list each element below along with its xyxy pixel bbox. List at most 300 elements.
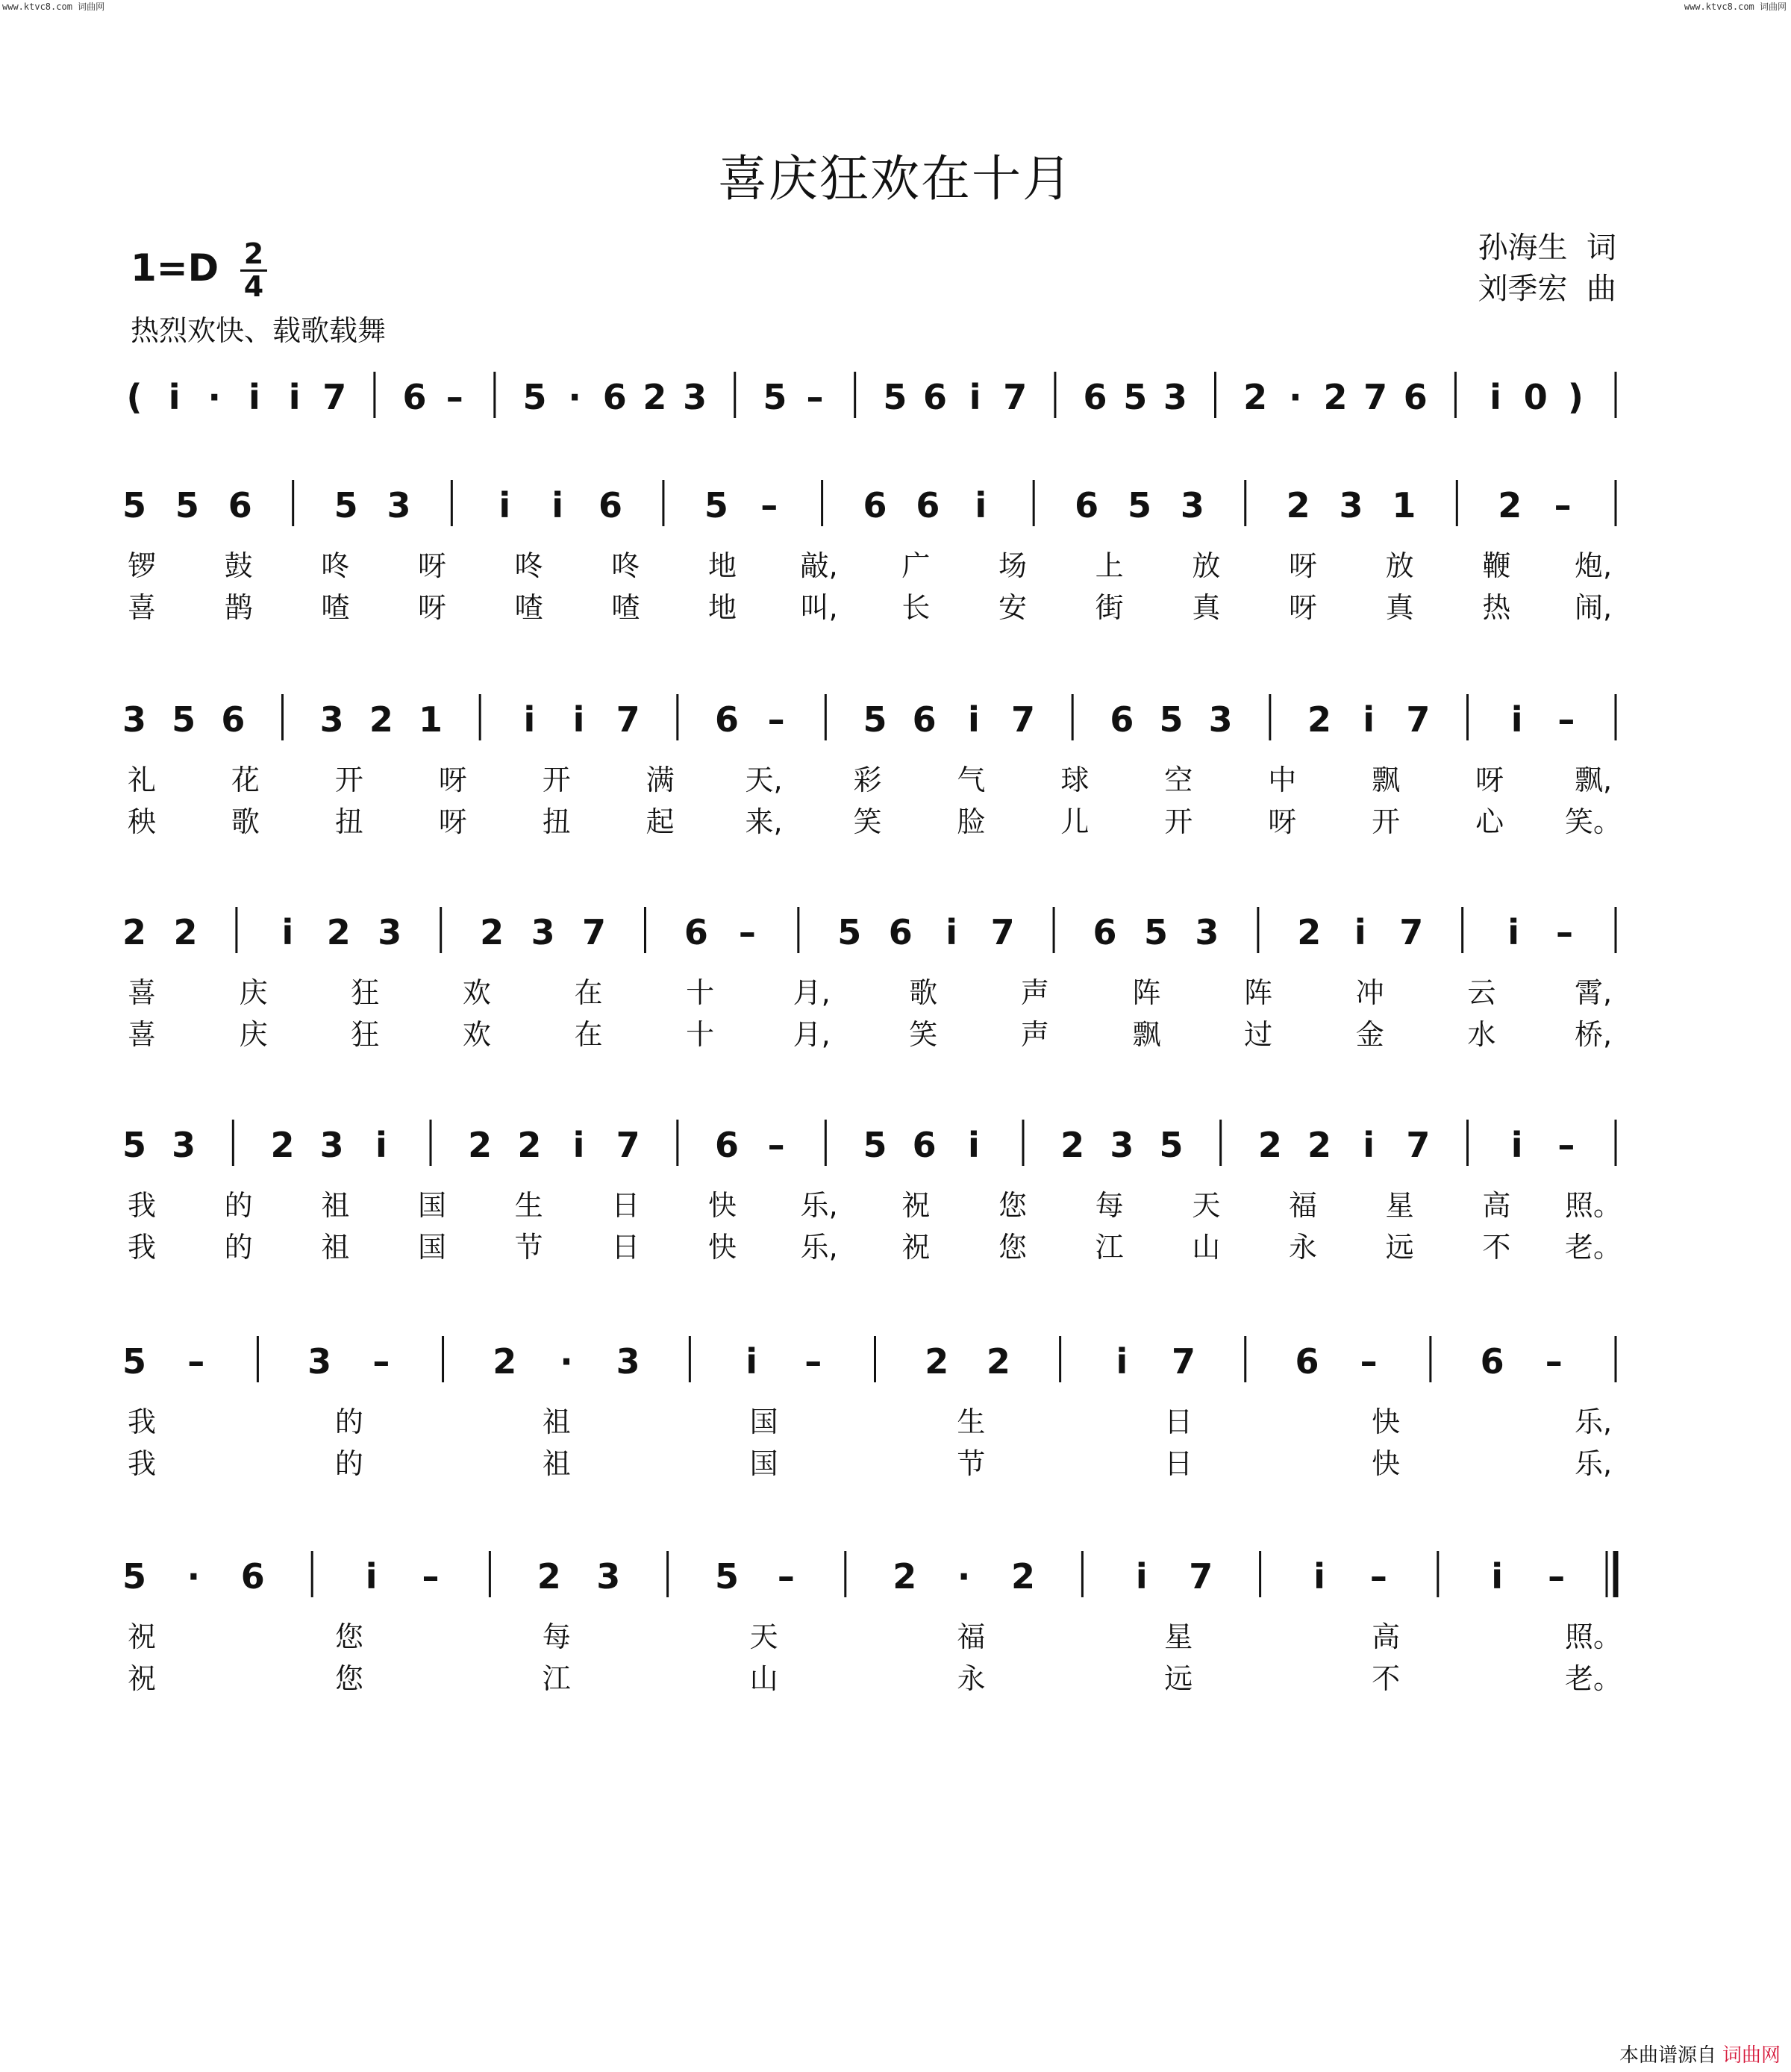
note-1-12: – [760,485,778,525]
lyric-1-1-8: 长 [901,591,931,624]
note-6-5: – [422,1556,440,1597]
lyric-1-0-1: 鼓 [224,549,253,582]
lyric-3-1-4: 在 [574,1018,603,1051]
note-3-7: 2 [480,912,504,952]
lyric-5-1-0: 我 [127,1447,157,1480]
lyric-3-1-7: 笑 [909,1018,938,1051]
note-1-18: 6 [1075,485,1099,525]
note-2-18: 7 [1010,699,1036,740]
lyric-1-1-3: 呀 [417,591,447,624]
note-0-3: i [249,377,260,417]
note-0-29: · [1289,377,1302,417]
lyric-1-0-4: 咚 [514,549,543,582]
lyric-3-1-12: 水 [1467,1018,1496,1051]
note-3-24: i [1354,912,1366,952]
note-2-12: 6 [714,699,740,740]
note-0-35: 0 [1523,377,1548,417]
lyric-4-0-5: 日 [611,1189,640,1222]
note-1-2: 6 [228,485,252,525]
lyric-2-1-2: 扭 [334,805,363,838]
note-3-1: 2 [173,912,198,952]
lyric-2-0-9: 球 [1060,764,1090,796]
lyric-5-1-2: 祖 [542,1447,571,1480]
note-0-1: i [168,377,181,417]
lyric-3-1-6: 月, [793,1018,831,1051]
lyric-2-0-0: 礼 [127,764,157,796]
lyric-1-1-9: 安 [998,591,1028,624]
note-0-25: 5 [1123,377,1148,417]
note-2-24: 2 [1307,699,1332,740]
lyric-6-1-4: 永 [957,1662,986,1695]
note-4-26: 7 [1406,1125,1431,1165]
note-6-0: 5 [122,1556,147,1597]
note-0-21: i [969,377,981,417]
note-6-10: 5 [714,1556,740,1597]
lyric-5-1-1: 的 [334,1447,363,1480]
lyric-2-1-8: 脸 [957,805,986,838]
lyric-1-0-11: 放 [1192,549,1221,582]
note-0-13: 2 [643,377,667,417]
note-0-19: 5 [883,377,907,417]
lyric-2-0-7: 彩 [853,764,882,796]
time-signature-top: 2 [243,237,264,270]
note-1-14: 6 [863,485,887,525]
note-6-18: 7 [1189,1556,1213,1597]
lyric-4-1-14: 不 [1482,1231,1511,1264]
note-0-32: 6 [1403,377,1428,417]
lyric-3-0-12: 云 [1467,976,1496,1009]
note-1-11: 5 [704,485,728,525]
note-1-8: i [551,485,564,525]
note-3-21: 3 [1195,912,1219,952]
lyric-6-1-3: 山 [749,1662,778,1695]
note-4-13: – [767,1125,785,1165]
lyric-6-0-0: 祝 [127,1620,157,1653]
note-4-8: 2 [517,1125,542,1165]
lyric-2-1-3: 呀 [438,805,467,838]
lyric-5-1-5: 日 [1164,1447,1193,1480]
note-6-4: i [365,1556,378,1597]
lyric-4-0-11: 天 [1192,1189,1221,1222]
lyric-4-0-10: 每 [1095,1189,1124,1222]
note-6-15: 2 [1010,1556,1036,1597]
lyric-3-1-3: 欢 [462,1018,491,1051]
lyric-1-0-9: 场 [998,549,1028,582]
note-4-12: 6 [714,1125,740,1165]
note-3-11: 6 [684,912,708,952]
lyric-3-0-4: 在 [574,976,603,1009]
note-0-28: 2 [1243,377,1268,417]
composer-credit: 刘季宏 曲 [1478,272,1616,306]
note-4-19: 2 [1060,1125,1085,1165]
lyric-1-0-3: 呀 [417,549,447,582]
lyric-3-1-2: 狂 [351,1018,380,1051]
note-0-26: 3 [1163,377,1187,417]
lyric-2-0-3: 呀 [438,764,467,796]
lyric-6-0-3: 天 [749,1620,778,1653]
lyric-2-1-5: 起 [646,805,675,838]
lyric-3-0-8: 声 [1020,976,1049,1009]
note-0-16: 5 [763,377,787,417]
note-2-20: 6 [1110,699,1134,740]
note-2-5: 2 [369,699,393,740]
note-4-0: 5 [122,1125,147,1165]
note-1-20: 3 [1180,485,1204,525]
note-3-14: 5 [837,912,862,952]
lyric-2-0-13: 呀 [1475,764,1504,796]
lyric-1-1-14: 热 [1482,591,1511,624]
lyric-1-1-13: 真 [1385,591,1414,624]
lyric-3-0-9: 阵 [1132,976,1161,1009]
note-6-7: 2 [537,1556,561,1597]
note-4-21: 5 [1159,1125,1184,1165]
note-5-13: 2 [925,1341,949,1382]
lyric-3-1-13: 桥, [1574,1018,1613,1051]
lyric-1-0-7: 敲, [800,549,838,582]
lyric-4-1-5: 日 [611,1231,640,1264]
lyric-1-0-2: 咚 [321,549,350,582]
note-2-10: 7 [616,699,640,740]
lyric-1-1-0: 喜 [127,591,157,624]
lyric-2-0-14: 飘, [1574,764,1613,796]
lyric-2-1-14: 笑。 [1564,805,1622,838]
lyric-1-0-15: 炮, [1574,549,1613,582]
note-0-5: 7 [322,377,347,417]
note-2-25: i [1363,699,1375,740]
note-2-9: i [572,699,585,740]
footer-brand: 词曲网 [1722,2044,1781,2067]
note-3-5: 3 [378,912,402,952]
lyric-5-0-1: 的 [334,1405,363,1438]
note-6-24: – [1548,1556,1566,1597]
lyric-3-0-10: 阵 [1244,976,1273,1009]
note-5-16: i [1116,1341,1128,1382]
lyric-5-0-7: 乐, [1574,1405,1613,1438]
lyric-4-0-4: 生 [514,1189,543,1222]
lyric-2-0-5: 满 [646,764,675,796]
note-6-14: · [957,1556,971,1597]
note-1-0: 5 [122,485,147,525]
lyric-4-1-15: 老。 [1564,1231,1622,1264]
lyric-4-1-13: 远 [1385,1231,1414,1264]
lyric-3-1-1: 庆 [239,1018,268,1051]
lyric-3-1-11: 金 [1355,1018,1384,1051]
note-2-22: 3 [1208,699,1233,740]
note-0-10: 5 [522,377,547,417]
note-0-4: i [288,377,301,417]
lyric-6-0-4: 福 [957,1620,986,1653]
lyric-3-0-11: 冲 [1355,976,1384,1009]
lyric-4-0-15: 照。 [1564,1189,1622,1222]
note-0-24: 6 [1083,377,1107,417]
lyric-4-0-0: 我 [127,1189,157,1222]
lyric-3-0-1: 庆 [239,976,268,1009]
lyric-3-0-7: 歌 [909,976,938,1009]
lyric-2-1-4: 扭 [542,805,571,838]
lyric-2-1-7: 笑 [853,805,882,838]
lyric-4-1-12: 永 [1288,1231,1318,1264]
note-0-36: ) [1567,377,1584,417]
lyric-4-0-7: 乐, [800,1189,838,1222]
lyric-4-0-1: 的 [224,1189,253,1222]
lyric-2-0-10: 空 [1164,764,1193,796]
note-3-19: 6 [1093,912,1117,952]
note-2-6: 1 [418,699,443,740]
note-6-1: · [187,1556,201,1597]
note-1-19: 5 [1127,485,1151,525]
lyric-1-0-12: 呀 [1288,549,1318,582]
note-0-7: 6 [402,377,427,417]
note-4-20: 3 [1110,1125,1134,1165]
note-5-19: 6 [1295,1341,1319,1382]
note-4-3: 2 [270,1125,295,1165]
note-0-11: · [568,377,581,417]
note-0-14: 3 [683,377,707,417]
note-6-21: – [1369,1556,1387,1597]
note-0-2: · [207,377,222,417]
lyric-3-0-6: 月, [793,976,831,1009]
note-4-4: 3 [319,1125,344,1165]
note-2-28: i [1510,699,1523,740]
note-0-8: – [446,377,463,417]
lyric-6-1-6: 不 [1372,1662,1401,1695]
lyric-4-1-3: 国 [417,1231,447,1264]
note-6-17: i [1135,1556,1148,1597]
lyric-2-1-9: 儿 [1060,805,1090,838]
note-2-17: i [967,699,980,740]
time-signature-bottom: 4 [243,270,264,303]
note-2-21: 5 [1159,699,1184,740]
note-2-15: 5 [863,699,887,740]
note-3-23: 2 [1297,912,1322,952]
note-4-15: 5 [863,1125,887,1165]
note-4-24: 2 [1307,1125,1332,1165]
note-5-0: 5 [122,1341,147,1382]
note-1-9: 6 [598,485,623,525]
lyric-6-0-6: 高 [1372,1620,1401,1653]
lyric-2-0-8: 气 [957,764,986,796]
note-5-7: · [560,1341,573,1382]
lyric-4-0-14: 高 [1482,1189,1511,1222]
note-0-17: – [806,377,824,417]
lyric-1-1-12: 呀 [1288,591,1318,624]
note-2-4: 3 [319,699,344,740]
note-6-8: 3 [596,1556,621,1597]
lyric-4-1-0: 我 [127,1231,157,1264]
note-1-26: 2 [1498,485,1522,525]
lyric-5-1-4: 节 [957,1447,986,1480]
lyric-1-1-2: 喳 [321,591,350,624]
note-1-15: 6 [916,485,940,525]
lyric-2-0-1: 花 [231,764,260,796]
note-2-8: i [523,699,536,740]
lyric-3-1-0: 喜 [127,1018,157,1051]
note-2-2: 6 [221,699,246,740]
lyric-4-1-2: 祖 [321,1231,350,1264]
lyric-2-1-10: 开 [1164,805,1193,838]
note-1-5: 3 [387,485,411,525]
note-1-23: 3 [1339,485,1363,525]
tempo-marking: 热烈欢快、载歌载舞 [131,314,387,347]
lyric-6-1-5: 远 [1164,1662,1193,1695]
lyric-3-0-5: 十 [686,976,715,1009]
note-3-27: i [1507,912,1519,952]
lyric-3-1-9: 飘 [1132,1018,1161,1051]
note-4-1: 3 [172,1125,196,1165]
lyric-1-1-1: 鹊 [224,591,253,624]
note-3-12: – [738,912,756,952]
page-title: 喜庆狂欢在十月 [718,150,1073,207]
lyric-1-1-10: 街 [1095,591,1124,624]
note-0-12: 6 [602,377,627,417]
note-3-20: 5 [1143,912,1168,952]
lyric-5-0-5: 日 [1164,1405,1193,1438]
lyric-1-1-15: 闹, [1574,591,1613,624]
lyric-6-0-5: 星 [1164,1620,1193,1653]
lyric-2-1-13: 心 [1475,805,1504,838]
note-5-8: 3 [616,1341,640,1382]
note-4-17: i [967,1125,980,1165]
note-5-6: 2 [493,1341,517,1382]
lyric-4-0-9: 您 [998,1189,1028,1222]
note-2-26: 7 [1406,699,1431,740]
lyric-3-1-10: 过 [1244,1018,1273,1051]
note-2-29: – [1557,699,1575,740]
lyric-3-0-3: 欢 [462,976,491,1009]
lyric-5-1-7: 乐, [1574,1447,1613,1480]
note-6-13: 2 [893,1556,917,1597]
lyric-6-0-7: 照。 [1564,1620,1622,1653]
footer-text: 本曲谱源自 [1619,2044,1716,2067]
lyric-1-1-5: 喳 [611,591,640,624]
lyric-3-1-8: 声 [1020,1018,1049,1051]
lyric-4-0-6: 快 [707,1189,737,1222]
lyric-2-0-11: 中 [1268,764,1297,796]
lyric-3-0-13: 霄, [1574,976,1613,1009]
lyric-5-0-2: 祖 [542,1405,571,1438]
watermark-left: www.ktvc8.com 词曲网 [2,1,105,12]
lyric-2-1-0: 秧 [127,805,157,838]
note-1-24: 1 [1392,485,1416,525]
lyric-5-0-6: 快 [1372,1405,1401,1438]
lyric-4-1-9: 您 [998,1231,1028,1264]
lyric-2-1-1: 歌 [231,805,260,838]
note-4-10: 7 [616,1125,640,1165]
note-5-20: – [1360,1341,1378,1382]
note-6-2: 6 [240,1556,265,1597]
lyric-6-1-2: 江 [542,1662,571,1695]
note-4-23: 2 [1257,1125,1282,1165]
note-0-31: 7 [1363,377,1388,417]
lyric-4-1-8: 祝 [901,1231,931,1264]
lyric-3-0-0: 喜 [127,976,157,1009]
note-3-0: 2 [122,912,147,952]
footer-source [1619,2040,1781,2068]
note-2-16: 6 [912,699,937,740]
note-3-4: 2 [326,912,351,952]
note-4-5: i [375,1125,387,1165]
lyric-5-1-6: 快 [1372,1447,1401,1480]
note-0-20: 6 [922,377,947,417]
lyric-4-0-3: 国 [417,1189,447,1222]
lyric-6-0-1: 您 [334,1620,363,1653]
note-5-3: 3 [307,1341,332,1382]
note-5-23: – [1545,1341,1563,1382]
note-1-27: – [1554,485,1572,525]
lyric-2-0-12: 飘 [1372,764,1401,796]
lyric-1-0-14: 鞭 [1482,549,1511,582]
note-3-25: 7 [1399,912,1424,952]
note-6-23: i [1491,1556,1504,1597]
key-signature: 1=D [131,246,219,290]
lyric-4-1-11: 山 [1192,1231,1221,1264]
lyric-1-0-10: 上 [1095,549,1124,582]
lyric-1-0-13: 放 [1385,549,1414,582]
note-3-28: – [1556,912,1574,952]
lyric-4-0-13: 星 [1385,1189,1414,1222]
lyric-5-0-4: 生 [957,1405,986,1438]
note-1-16: i [975,485,987,525]
lyric-1-1-11: 真 [1192,591,1221,624]
note-4-7: 2 [468,1125,493,1165]
note-2-1: 5 [172,699,196,740]
note-1-7: i [498,485,511,525]
note-4-29: – [1557,1125,1575,1165]
lyric-4-0-12: 福 [1288,1189,1318,1222]
lyric-6-1-1: 您 [334,1662,363,1695]
lyric-2-1-6: 来, [745,805,783,838]
lyric-3-0-2: 狂 [351,976,380,1009]
lyric-1-0-6: 地 [707,549,737,582]
note-5-1: – [187,1341,205,1382]
lyric-6-0-2: 每 [542,1620,571,1653]
note-3-15: 6 [888,912,913,952]
note-4-9: i [572,1125,585,1165]
note-1-1: 5 [175,485,199,525]
note-5-14: 2 [986,1341,1010,1382]
note-5-4: – [372,1341,390,1382]
lyric-4-1-7: 乐, [800,1231,838,1264]
note-3-16: i [945,912,958,952]
note-4-16: 6 [912,1125,937,1165]
note-1-22: 2 [1286,485,1310,525]
note-3-17: 7 [990,912,1015,952]
note-6-20: i [1313,1556,1325,1597]
lyric-6-1-0: 祝 [127,1662,157,1695]
note-1-4: 5 [334,485,358,525]
lyric-6-1-7: 老。 [1564,1662,1622,1695]
lyric-2-1-11: 呀 [1268,805,1297,838]
lyric-4-0-2: 祖 [321,1189,350,1222]
lyric-2-0-4: 开 [542,764,571,796]
lyric-1-0-8: 广 [901,549,931,582]
lyric-4-1-6: 快 [707,1231,737,1264]
note-3-3: i [281,912,294,952]
lyric-1-0-5: 咚 [611,549,640,582]
lyric-3-1-5: 十 [686,1018,715,1051]
lyricist-credit: 孙海生 词 [1478,231,1616,265]
note-2-0: 3 [122,699,147,740]
note-3-8: 3 [531,912,555,952]
note-4-28: i [1510,1125,1523,1165]
note-0-34: i [1490,377,1501,417]
note-5-17: 7 [1172,1341,1196,1382]
lyric-4-1-10: 江 [1095,1231,1124,1264]
note-2-13: – [767,699,785,740]
lyric-1-1-7: 叫, [800,591,838,624]
note-0-30: 2 [1323,377,1348,417]
note-5-10: i [746,1341,757,1382]
